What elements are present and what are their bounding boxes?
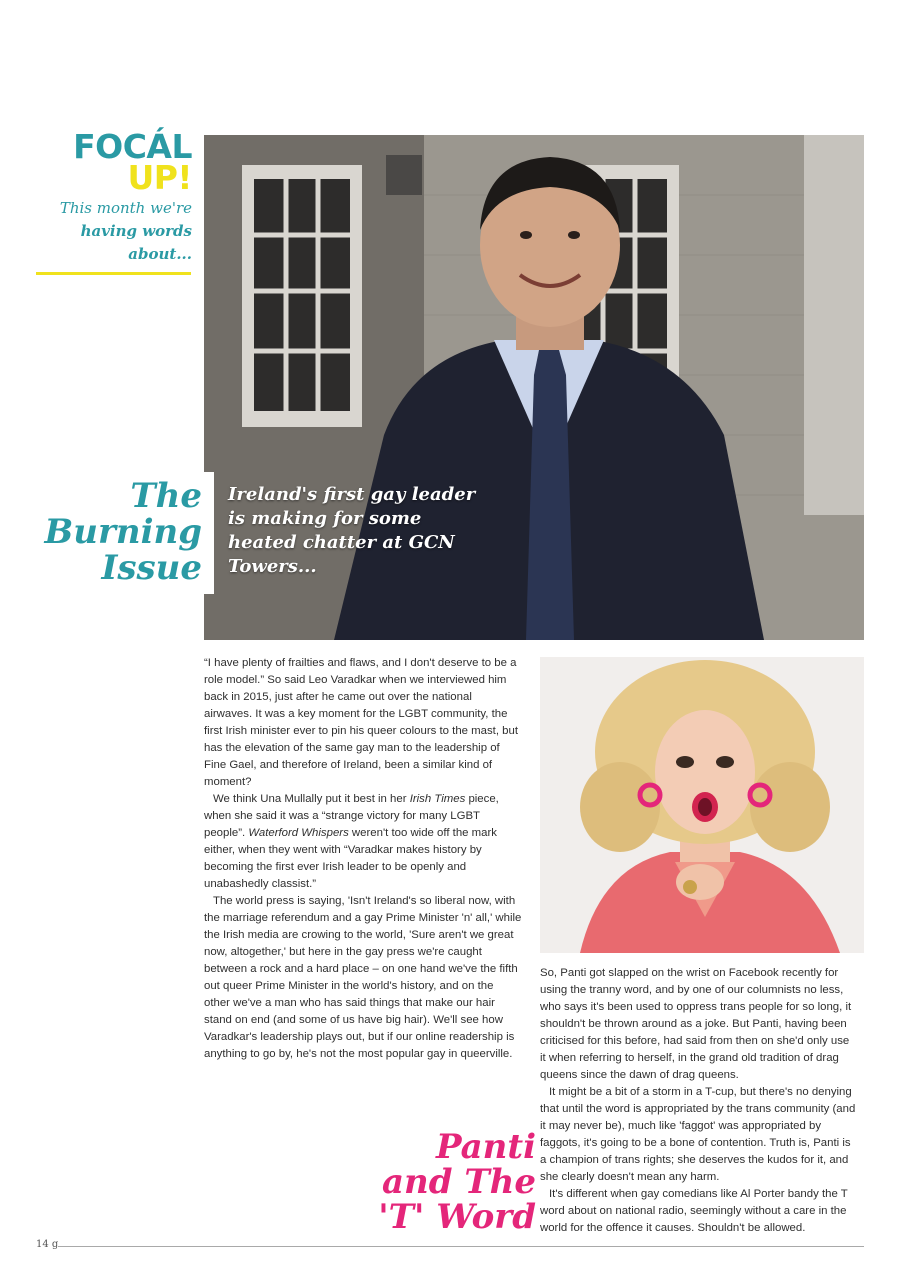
article-paragraph: It's different when gay comedians like Al Porter bandy the T word about on national radio, seemingly without a care in the world for the offence it causes. Shouldn't be allowed. xyxy=(540,1188,848,1234)
tagline-line-3: about... xyxy=(128,245,192,263)
panti-photo xyxy=(540,657,864,953)
panti-heading-line-3: 'T' Word xyxy=(378,1197,536,1237)
text-run: piece, when she said it was a “strange victory for many LGBT people”. xyxy=(204,793,499,839)
tagline-line-1: This month we're xyxy=(59,199,192,217)
burning-issue-dek: Ireland's first gay leader is making for some heated chatter at GCN Towers... xyxy=(228,484,476,577)
publication-name: Waterford Whispers xyxy=(248,827,349,839)
article-burning-issue-body xyxy=(204,655,522,1063)
article-paragraph: “I have plenty of frailties and flaws, and I don't deserve to be a role model.” So said Leo Varadkar when we interviewed him back in 2015, just after he came out over the national airwaves. It was a key moment for the LGBT community, the first Irish minister ever to pin his queer colours to the mast, but has the elevation of the same gay man to the leadership of Fine Gael, and therefore of Ireland, been a similar kind of moment? xyxy=(204,657,519,788)
article-paragraph: It might be a bit of a storm in a T-cup, but there's no denying that until the word is appropriated by the trans community (and it may never be), much like 'faggot' was appropriated by faggots, it's going to be a bone of contention. Truth is, Panti is a champion of trans rights; she deserves the kudos for it, and she clearly doesn't mean any harm. xyxy=(540,1086,856,1183)
publication-name: Irish Times xyxy=(409,793,466,805)
page-number: 14 g xyxy=(36,1239,59,1250)
tagline-line-2: having words xyxy=(80,222,192,240)
burning-heading-line-2: Burning xyxy=(44,512,202,552)
panti-heading-line-2: and The xyxy=(381,1162,536,1202)
burning-heading-line-1: The xyxy=(130,476,202,516)
text-run: weren't too wide off the mark either, when they went with “Varadkar makes history by becoming the first ever Irish leader to be openly and unabashedly classist.” xyxy=(204,827,497,890)
panti-heading-line-1: Panti xyxy=(435,1127,536,1167)
section-tagline xyxy=(20,197,192,266)
article-paragraph xyxy=(204,791,522,893)
section-title-up: UP! xyxy=(127,158,192,197)
footer-divider xyxy=(58,1246,864,1247)
article-panti-body xyxy=(540,965,858,1237)
article-paragraph: The world press is saying, 'Isn't Ireland's so liberal now, with the marriage referendum and a gay Prime Minister 'n' all,' while the Irish media are crowing to the world, 'Sure aren't we great now, altogether,' but here in the gay press we're caught between a rock and a hard place – on one hand we've the fifth out queer Prime Minister in the world's history, and on the other we've a man who has said things that make our hair stand on end (and some of us have big hair). We'll see how Varadkar's leadership plays out, but if our online readership is anything to go by, he's not the most popular gay in queerville. xyxy=(204,895,522,1060)
burning-heading-line-3: Issue xyxy=(101,548,202,588)
header-divider xyxy=(36,272,191,275)
panti-heading xyxy=(350,1127,536,1237)
article-paragraph: So, Panti got slapped on the wrist on Facebook recently for using the tranny word, and by one of our columnists no less, who says it's been used to oppress trans people for so long, it shouldn't be thrown around as a joke. But Panti, having been criticised for this before, had said from then on she'd only use it when referring to herself, in the grand old tradition of drag queens since the dawn of drag queens. xyxy=(540,967,852,1081)
burning-issue-heading xyxy=(30,478,202,586)
text-run: We think Una Mullally put it best in her xyxy=(213,793,410,805)
section-title: FOCÁL xyxy=(73,127,192,166)
